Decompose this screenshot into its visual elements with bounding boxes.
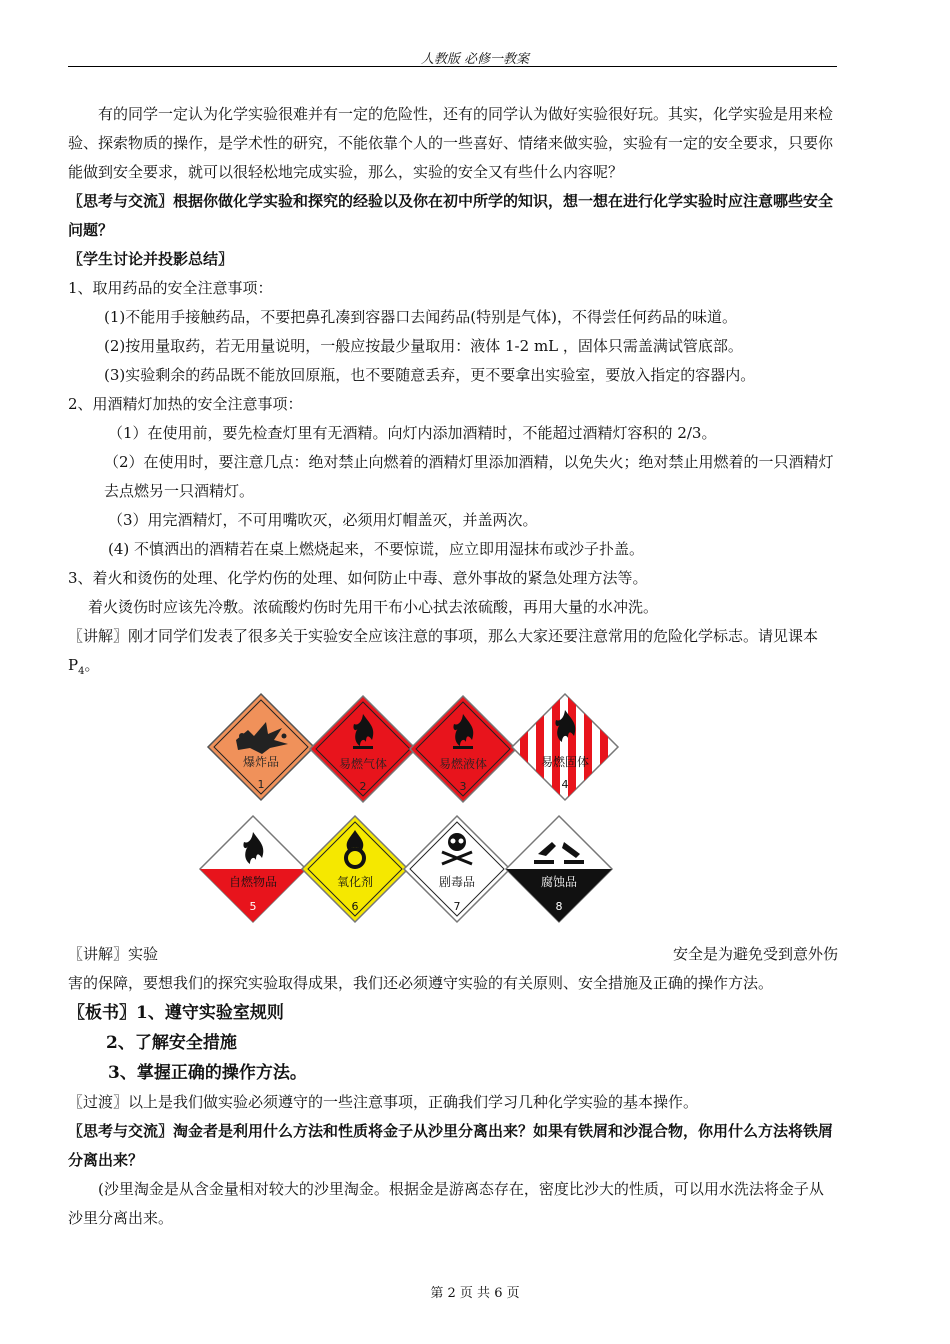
section-1-item: (1)不能用手接触药品，不要把鼻孔凑到容器口去闻药品(特别是气体)，不得尝任何药品的味道。 [104, 308, 737, 326]
hazard-sign-number: 3 [459, 780, 467, 793]
hazard-sign-label: 爆炸品 [242, 755, 280, 769]
hazard-sign-flammable-solid [512, 692, 618, 802]
section-3-title: 3、着火和烫伤的处理、化学灼伤的处理、如何防止中毒、意外事故的紧急处理方法等。 [68, 569, 648, 587]
hazard-sign-label: 剧毒品 [438, 875, 476, 889]
hazard-sign-label: 自燃物品 [228, 875, 278, 889]
hazard-sign-flammable-liquid [410, 696, 516, 802]
section-2-item: （3）用完酒精灯，不可用嘴吹灭，必须用灯帽盖灭，并盖两次。 [108, 511, 538, 529]
hazard-sign-label: 腐蚀品 [540, 875, 578, 889]
document-body [68, 100, 838, 1233]
think-exchange-1: 〖思考与交流〗根据你做化学实验和探究的经验以及你在初中所学的知识，想一想在进行化学实验时应注意哪些安全问题？ [68, 192, 834, 239]
lecture-1-text: 〖讲解〗刚才同学们发表了很多关于实验安全应该注意的事项，那么大家还要注意常用的危险化学标志。请见课本 P [68, 627, 819, 674]
lecture-2-right: 安全是为避免受到意外伤 [672, 945, 838, 963]
section-2-item: （2）在使用时，要注意几点：绝对禁止向燃着的酒精灯里添加酒精，以免失火；绝对禁止用燃着的一只酒精灯去点燃另一只酒精灯。 [104, 453, 834, 500]
lecture-paragraph-2 [68, 940, 838, 969]
hazard-sign-number: 1 [257, 778, 265, 791]
header-rule [68, 66, 837, 67]
hazard-signs [68, 692, 838, 940]
hazard-sign-number: 7 [453, 900, 461, 913]
hazard-signs-figure [68, 692, 838, 940]
lecture-paragraph-1 [68, 622, 838, 686]
hazard-sign-number: 4 [561, 778, 569, 791]
section-2-item: （1）在使用前，要先检查灯里有无酒精。向灯内添加酒精时，不能超过酒精灯容积的 2/3。 [108, 424, 717, 442]
hazard-sign-spontaneous-combustion [198, 816, 308, 929]
section-1-title: 1、取用药品的安全注意事项： [68, 279, 273, 297]
discussion-heading: 〖学生讨论并投影总结〗 [68, 250, 234, 268]
board-item-2: 2、了解安全措施 [106, 1033, 237, 1053]
hazard-sign-label: 氧化剂 [336, 875, 374, 889]
answer-paragraph: (沙里淘金是从含金量相对较大的沙里淘金。根据金是游离态存在，密度比沙大的性质，可以用水洗法将金子从沙里分离出来。 [68, 1180, 824, 1227]
hazard-sign-toxic [404, 816, 510, 922]
hazard-sign-number: 8 [555, 900, 563, 913]
lecture-1-subscript: 4 [78, 666, 85, 677]
lecture-2-continued: 害的保障，要想我们的探究实验取得成果，我们还必须遵守实验的有关原则、安全措施及正确的操作方法。 [68, 974, 774, 992]
hazard-sign-oxidizer [302, 816, 408, 922]
hazard-sign-flammable-gas [310, 696, 416, 802]
hazard-sign-corrosive [504, 816, 614, 929]
header-title: 人教版 必修一教案 [420, 52, 530, 67]
hazard-sign-label: 易燃液体 [438, 757, 488, 771]
section-1-item: (2)按用量取药，若无用量说明，一般应按最少量取用：液体 1-2 mL ，固体只需盖满试管底部。 [104, 337, 743, 355]
section-2-title: 2、用酒精灯加热的安全注意事项： [68, 395, 303, 413]
section-2-item: (4) 不慎洒出的酒精若在桌上燃烧起来，不要惊谎，应立即用湿抹布或沙子扑盖。 [108, 540, 645, 558]
section-1-item: (3)实验剩余的药品既不能放回原瓶，也不要随意丢弃，更不要拿出实验室，要放入指定的容器内。 [104, 366, 756, 384]
hazard-sign-explosive [208, 694, 314, 800]
section-3-text: 着火烫伤时应该先冷敷。浓硫酸灼伤时先用干布小心拭去浓硫酸，再用大量的水冲洗。 [88, 598, 659, 616]
hazard-sign-number: 5 [249, 900, 257, 913]
lecture-2-left: 〖讲解〗实验 [68, 945, 159, 963]
transition-paragraph: 〖过渡〗以上是我们做实验必须遵守的一些注意事项，正确我们学习几种化学实验的基本操作。 [68, 1093, 699, 1111]
hazard-sign-label: 易燃固体 [540, 755, 590, 769]
intro-paragraph: 有的同学一定认为化学实验很难并有一定的危险性，还有的同学认为做好实验很好玩。其实，化学实验是用来检验、探索物质的操作，是学术性的研究，不能依靠个人的一些喜好、情绪来做实验，实验有一定的安全要求，只要你能做到安全要求，就可以很轻松地完成实验，那么，实验的安全又有些什么内容呢？ [68, 105, 834, 181]
hazard-sign-number: 6 [351, 900, 359, 913]
think-exchange-2: 〖思考与交流〗淘金者是利用什么方法和性质将金子从沙里分离出来？如果有铁屑和沙混合物，你用什么方法将铁屑分离出来？ [68, 1122, 834, 1169]
hazard-sign-number: 2 [359, 780, 367, 793]
page-footer: 第 2 页 共 6 页 [430, 1286, 520, 1301]
board-item-1: 〖板书〗1、遵守实验室规则 [68, 1003, 284, 1023]
hazard-sign-label: 易燃气体 [338, 757, 388, 771]
board-item-3: 3、掌握正确的操作方法。 [108, 1063, 307, 1083]
lecture-1-end: 。 [84, 656, 100, 674]
